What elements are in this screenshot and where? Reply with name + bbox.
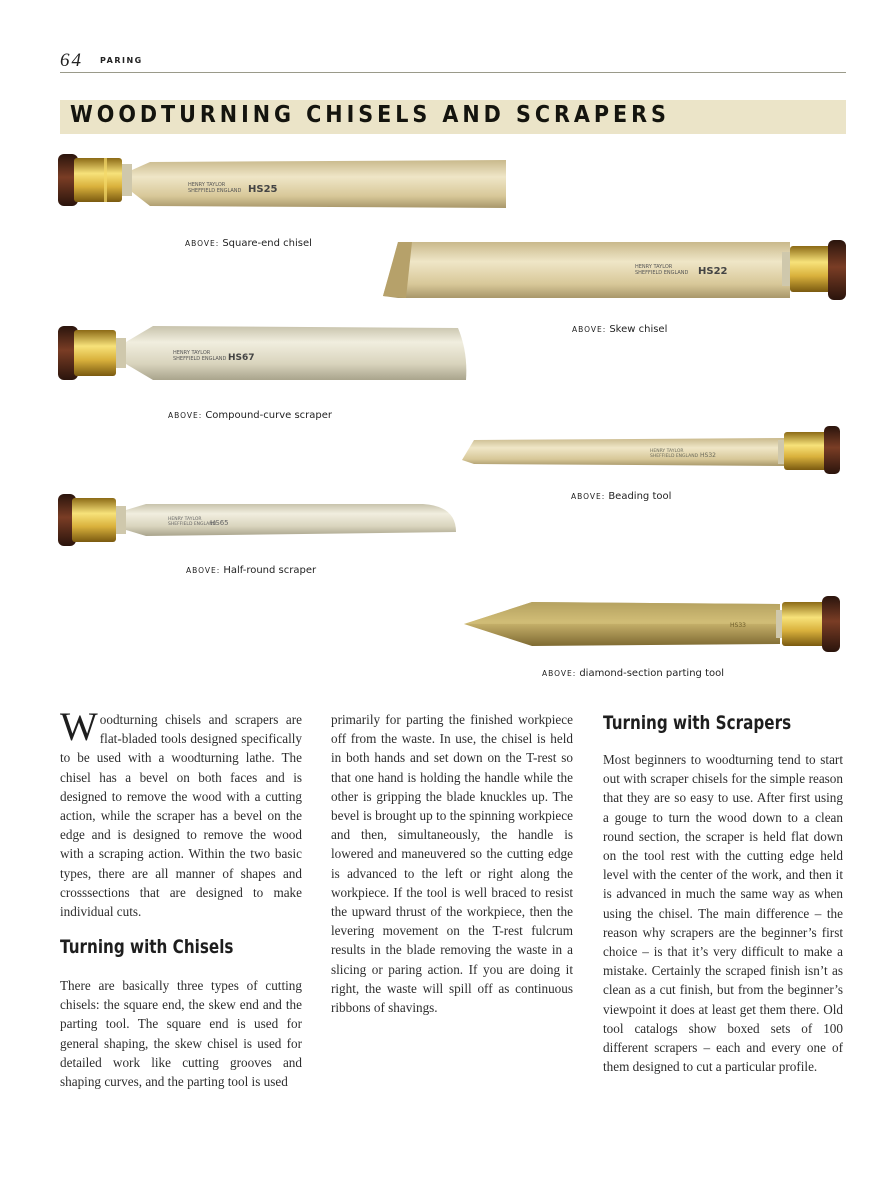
stamp-maker: HENRY TAYLOR [635, 264, 673, 270]
caption-text: Compound-curve scraper [205, 410, 333, 421]
page-number: 64 [60, 50, 83, 71]
caption-text: Skew chisel [609, 324, 668, 335]
stamp-place: SHEFFIELD ENGLAND [650, 454, 699, 459]
stamp-code: HS22 [698, 266, 728, 277]
chisels-continued-paragraph: primarily for parting the finished workpiece off from the waste. In use, the chisel is held in both hands and set down on the T-rest so that one hand is holding the handle while the other is gripping the blade knuckles up. The bevel is brought up to the spinning workpiece and then, simultaneously, the handle is lowered and maneuvered so the cutting edge is advanced to the left or right along the workpiece. If the tool is well braced to resist the upward thrust of the workpiece, then the levering movement on the T-rest fulcrum results in the blade removing the waste in a slicing or paring action. If you are doing it right, the waste will spill off as continuous ribbons of shavings. [331, 712, 573, 1016]
stamp-maker: HENRY TAYLOR [650, 449, 684, 454]
column-middle [331, 710, 573, 1017]
intro-text: oodturning chisels and scrapers are flat-bladed tools designed specifically to be used with a woodturning lathe. The chisel has a bevel on both faces and is designed to remove the wood with a cutting action, while the scraper has a bevel on the edge and is designed to remove the wood with a scraping action. Within the two basic types, there are all manner of shapes and crosssections that are designed to make individual cuts. [60, 712, 302, 920]
skew-chisel-image [380, 238, 850, 302]
stamp-code: HS67 [228, 353, 255, 363]
heading-chisels: Turning with Chisels [60, 936, 234, 958]
drop-cap: W [60, 704, 98, 749]
compound-curve-scraper-image [58, 322, 473, 384]
stamp-maker: HENRY TAYLOR [168, 517, 202, 522]
diamond-parting-tool-image [462, 596, 847, 652]
beading-tool-image [460, 424, 845, 476]
stamp-place: SHEFFIELD ENGLAND [173, 356, 227, 362]
column-right [603, 750, 843, 1076]
caption-prefix: ABOVE: [542, 669, 577, 678]
caption-prefix: ABOVE: [186, 566, 221, 575]
caption-text: Half-round scraper [223, 565, 317, 576]
caption-prefix: ABOVE: [168, 411, 203, 420]
caption-square-end-chisel [185, 238, 312, 249]
title-band [60, 100, 846, 134]
caption-compound-curve-scraper [168, 410, 332, 421]
stamp-place: SHEFFIELD ENGLAND [168, 522, 217, 527]
chisels-paragraph: There are basically three types of cutting chisels: the square end, the skew end and the parting tool. The square end is used for general shaping, the skew chisel is used for detailed work like cutting grooves and shaping curves, and the parting tool is used [60, 978, 302, 1090]
caption-prefix: ABOVE: [572, 325, 607, 334]
caption-text: diamond-section parting tool [579, 668, 724, 679]
caption-text: Square-end chisel [222, 238, 312, 249]
stamp-code: HS65 [210, 519, 229, 527]
square-end-chisel-image [58, 150, 518, 212]
stamp-place: SHEFFIELD ENGLAND [188, 188, 242, 194]
caption-beading-tool [571, 491, 671, 502]
caption-prefix: ABOVE: [185, 239, 220, 248]
caption-prefix: ABOVE: [571, 492, 606, 501]
stamp-code: HS25 [248, 184, 278, 195]
page-header [60, 50, 846, 73]
caption-text: Beading tool [608, 491, 672, 502]
column-left [60, 704, 302, 921]
scrapers-paragraph: Most beginners to woodturning tend to start out with scraper chisels for the simple reason that they are so easy to use. After first using a gouge to turn the wood down to a clean round section, the scraper is held flat down on the tool rest with the cutting edge held level with the center of the work, and then it is advanced in much the same way as when using the chisel. The main difference – the reason why scrapers are the beginner’s first choice – is that it’s very difficult to make a mistake. Certainly the scraped finish isn’t as clean as a cut finish, but from the beginner’s viewpoint it does at least get them there. Old tool catalogs show boxed sets of 100 different scrapers – each and every one of them designed to cut a particular profile. [603, 752, 843, 1075]
half-round-scraper-image [58, 492, 463, 548]
caption-skew-chisel [572, 324, 667, 335]
caption-half-round-scraper [186, 565, 316, 576]
intro-paragraph [60, 704, 302, 921]
stamp-code: HS33 [730, 622, 746, 629]
column-left-lower [60, 976, 302, 1091]
caption-diamond-parting-tool [542, 668, 724, 679]
stamp-code: HS32 [700, 452, 716, 459]
heading-scrapers: Turning with Scrapers [603, 712, 792, 734]
section-name: PARING [100, 56, 143, 65]
stamp-maker: HENRY TAYLOR [188, 182, 226, 188]
stamp-place: SHEFFIELD ENGLAND [635, 270, 689, 276]
stamp-maker: HENRY TAYLOR [173, 350, 211, 356]
page-title: WOODTURNING CHISELS AND SCRAPERS [70, 102, 670, 128]
